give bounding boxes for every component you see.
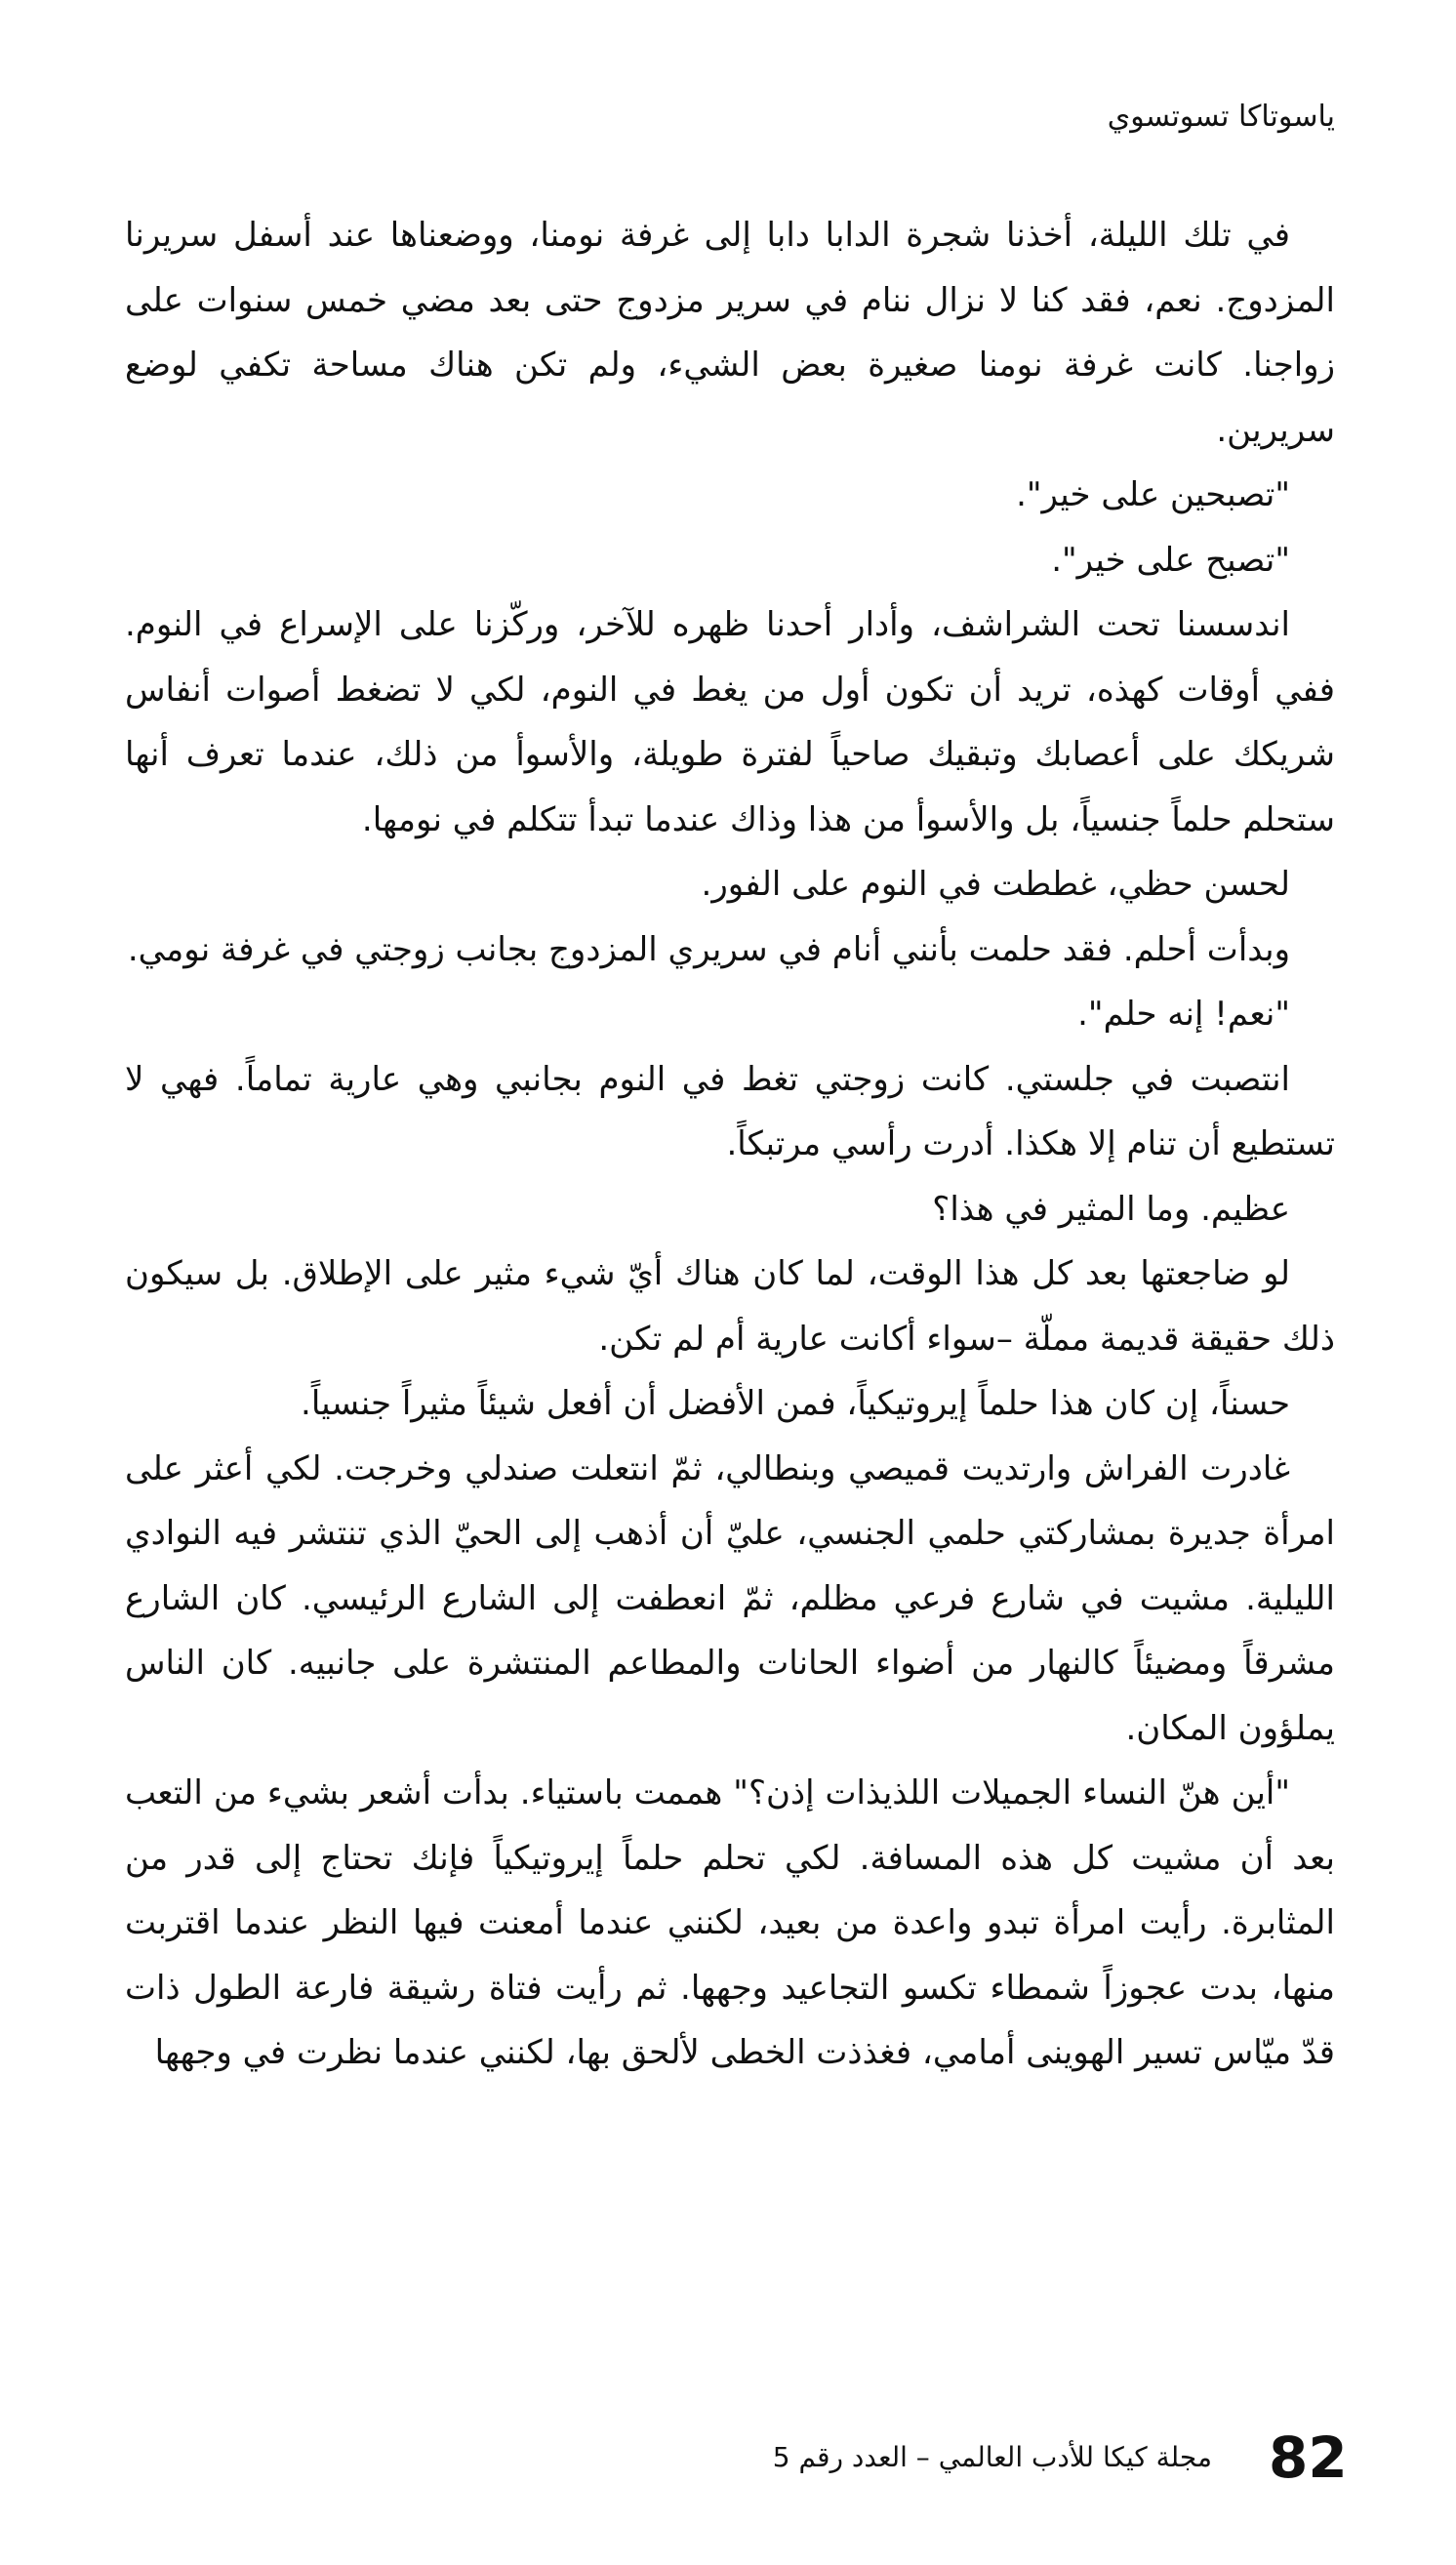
paragraph: لحسن حظي، غططت في النوم على الفور.: [701, 865, 1290, 904]
dialogue-line: "نعم! إنه حلم".: [1077, 995, 1290, 1034]
paragraph: "أين هنّ النساء الجميلات اللذيذات إذن؟" هممت باستياء. بدأت أشعر بشيء من التعب بعد أن مشيت كل هذه المسافة. لكي تحلم حلماً إيروتيكياً فإنك تحتاج إلى قدر من المثابرة. رأيت امرأة تبدو واعدة من بعيد، لكنني عندما أمعنت فيها النظر عندما اقتربت منها، بدت عجوزاً شمطاء تكسو التجاعيد وجهها. ثم رأيت فتاة رشيقة فارعة الطول ذات قدّ ميّاس تسير الهوينى أمامي، فغذذت الخطى لألحق بها، لكنني عندما نظرت في وجهها: [125, 1773, 1335, 2072]
page-number: 82: [1269, 2424, 1348, 2491]
paragraph: لو ضاجعتها بعد كل هذا الوقت، لما كان هناك أيّ شيء مثير على الإطلاق. بل سيكون ذلك حقيقة قديمة مملّة –سواء أكانت عارية أم لم تكن.: [125, 1254, 1335, 1359]
paragraph: انتصبت في جلستي. كانت زوجتي تغط في النوم بجانبي وهي عارية تماماً. فهي لا تستطيع أن تنام إلا هكذا. أدرت رأسي مرتبكاً.: [125, 1059, 1335, 1163]
paragraph: عظيم. وما المثير في هذا؟: [932, 1189, 1290, 1229]
dialogue-line: "تصبح على خير".: [1051, 540, 1290, 580]
article-body: [125, 203, 1335, 2086]
paragraph: غادرت الفراش وارتديت قميصي وبنطالي، ثمّ انتعلت صندلي وخرجت. لكي أعثر على امرأة جديرة بمشاركتي حلمي الجنسي، عليّ أن أذهب إلى الحيّ الذي تنتشر فيه النوادي الليلية. مشيت في شارع فرعي مظلم، ثمّ انعطفت إلى الشارع الرئيسي. كان الشارع مشرقاً ومضيئاً كالنهار من أضواء الحانات والمطاعم المنتشرة على جانبيه. كان الناس يملؤون المكان.: [125, 1448, 1335, 1748]
paragraph: حسناً، إن كان هذا حلماً إيروتيكياً، فمن الأفضل أن أفعل شيئاً مثيراً جنسياً.: [301, 1384, 1290, 1423]
page-footer: [0, 2419, 1456, 2497]
paragraph: وبدأت أحلم. فقد حلمت بأنني أنام في سريري المزدوج بجانب زوجتي في غرفة نومي.: [127, 929, 1290, 969]
journal-title: مجلة كيكا للأدب العالمي – العدد رقم 5: [772, 2441, 1212, 2473]
paragraph: في تلك الليلة، أخذنا شجرة الدابا دابا إلى غرفة نومنا، ووضعناها عند أسفل سريرنا المزدوج. نعم، فقد كنا لا نزال ننام في سرير مزدوج حتى بعد مضي خمس سنوات على زواجنا. كانت غرفة نومنا صغيرة بعض الشيء، ولم تكن هناك مساحة تكفي لوضع سريرين.: [125, 216, 1335, 450]
running-header-author: ياسوتاكا تسوتسوي: [1107, 100, 1335, 134]
paragraph: اندسسنا تحت الشراشف، وأدار أحدنا ظهره للآخر، وركّزنا على الإسراع في النوم. ففي أوقات كهذه، تريد أن تكون أول من يغط في النوم، لكي لا تضغط أصوات أنفاس شريكك على أعصابك وتبقيك صاحياً لفترة طويلة، والأسوأ من ذلك، عندما تعرف أنها ستحلم حلماً جنسياً، بل والأسوأ من هذا وذاك عندما تبدأ تتكلم في نومها.: [125, 605, 1335, 839]
dialogue-line: "تصبحين على خير".: [1016, 475, 1290, 514]
